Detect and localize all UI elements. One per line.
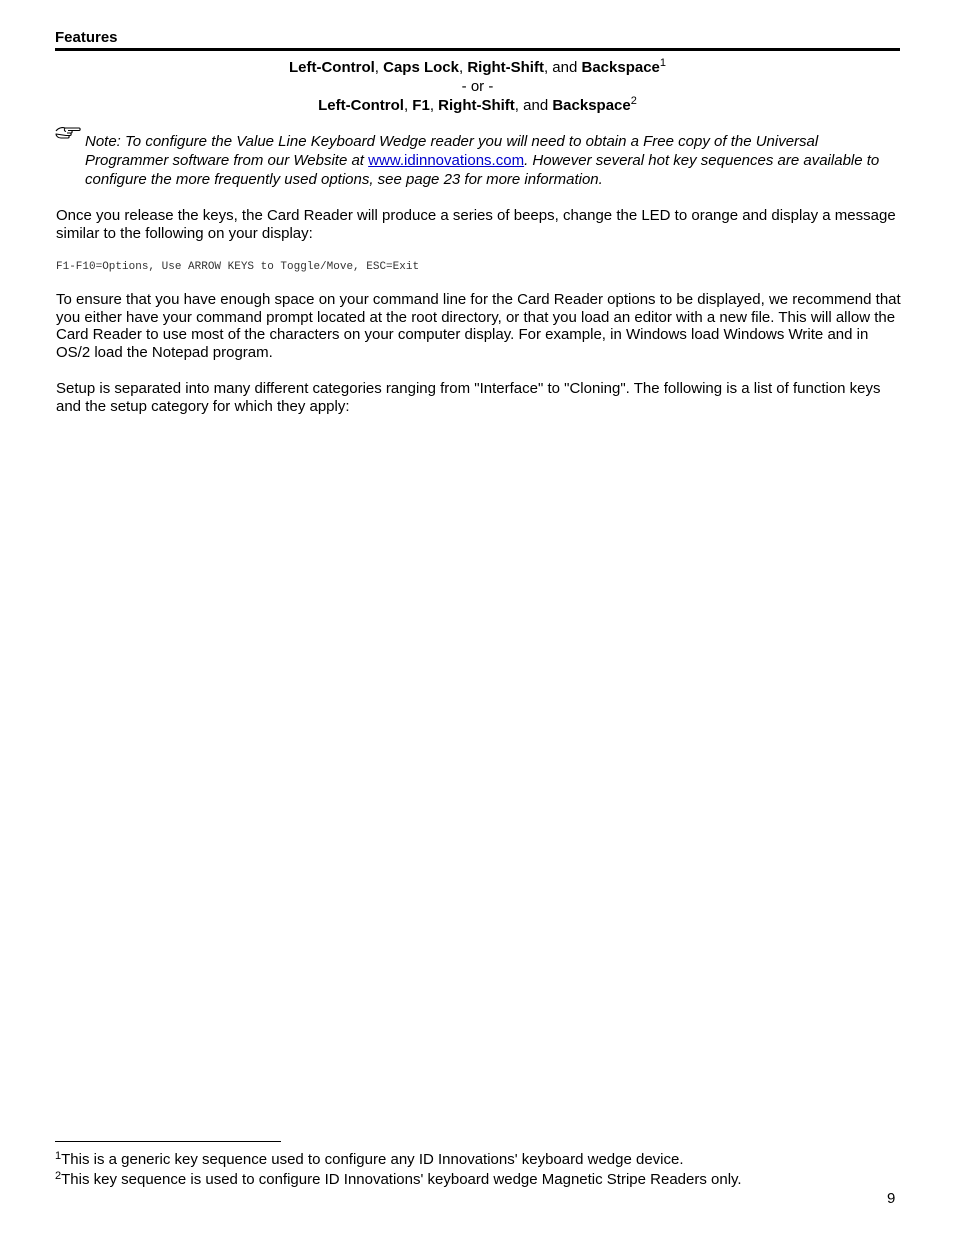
or-separator: - or - bbox=[461, 78, 494, 95]
note-text-end: . However several hot key sequences are available to configure the more frequently used options, see page 23 for more information. bbox=[85, 152, 880, 188]
note-block bbox=[55, 125, 900, 189]
footnote-ref-1[interactable]: 1 bbox=[659, 57, 667, 69]
footnote-2 bbox=[55, 1171, 900, 1189]
key-left-control: Left-Control bbox=[318, 97, 404, 114]
key-sequence-2 bbox=[55, 96, 900, 115]
key-right-shift: Right-Shift bbox=[467, 59, 544, 76]
footnote-1 bbox=[55, 1151, 900, 1169]
separator: , bbox=[458, 59, 468, 76]
note-text-start: Note: To configure the Value Line Keyboard Wedge reader you will need to obtain a Free copy of the Universal Programmer software from our Website at bbox=[85, 133, 819, 169]
separator: , bbox=[429, 97, 439, 114]
footnote-marker: 2 bbox=[55, 1170, 62, 1182]
separator: , bbox=[403, 97, 413, 114]
key-backspace: Backspace bbox=[581, 59, 660, 76]
paragraph-release-keys: Once you release the keys, the Card Reader will produce a series of beeps, change the LED to orange and display a message similar to the following on your display: bbox=[56, 207, 896, 242]
screen-message: F1-F10=Options, Use ARROW KEYS to Toggle/Move, ESC=Exit bbox=[56, 261, 420, 273]
footnote-text: This key sequence is used to configure ID Innovations' keyboard wedge Magnetic Stripe Readers only. bbox=[61, 1171, 742, 1188]
key-left-control: Left-Control bbox=[288, 59, 375, 76]
note-text bbox=[85, 125, 900, 189]
paragraph-command-line: To ensure that you have enough space on your command line for the Card Reader options to be displayed, we recommend that you either have your command prompt located at the root directory, or that you load an editor with a new file. This will allow the Card Reader to use most of the characters on your computer display. For example, in Windows load Windows Write and in OS/2 load the Notepad program. bbox=[56, 291, 901, 361]
page-number: 9 bbox=[887, 1190, 896, 1207]
footnote-divider bbox=[55, 1141, 281, 1142]
website-link[interactable]: www.idinnovations.com bbox=[368, 152, 525, 169]
section-title: Features bbox=[55, 29, 118, 46]
key-backspace: Backspace bbox=[552, 97, 631, 114]
key-caps-lock: Caps Lock bbox=[383, 59, 459, 76]
key-sequence-1 bbox=[55, 58, 900, 77]
key-right-shift: Right-Shift bbox=[438, 97, 515, 114]
section-header bbox=[55, 29, 900, 51]
separator: , and bbox=[543, 59, 582, 76]
paragraph-setup-categories: Setup is separated into many different categories ranging from "Interface" to "Cloning". The following is a list of function keys and the setup category for which they apply: bbox=[56, 380, 881, 415]
separator: , and bbox=[514, 97, 553, 114]
footnote-ref-2[interactable]: 2 bbox=[630, 95, 637, 107]
key-f1: F1 bbox=[412, 97, 430, 114]
key-sequence-block bbox=[55, 58, 900, 115]
separator: , bbox=[374, 59, 384, 76]
pointing-hand-icon bbox=[55, 125, 81, 143]
footnote-marker: 1 bbox=[55, 1150, 62, 1162]
footnote-text: This is a generic key sequence used to configure any ID Innovations' keyboard wedge device. bbox=[61, 1151, 684, 1168]
